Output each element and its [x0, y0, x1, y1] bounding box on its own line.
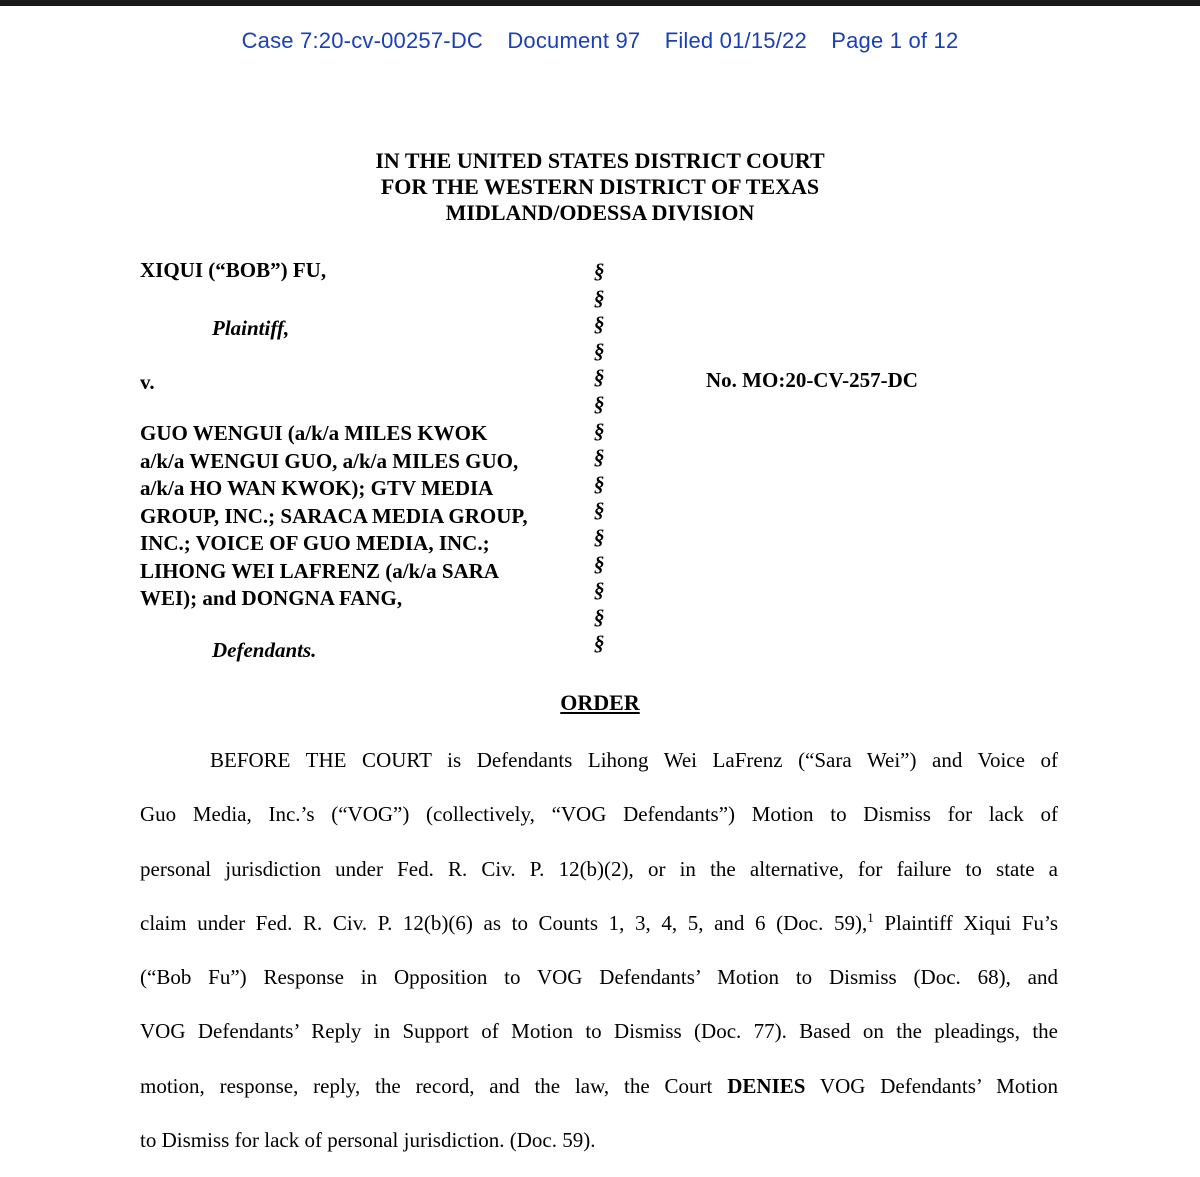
section-symbol: §	[594, 285, 605, 310]
document-number: Document 97	[507, 28, 641, 53]
section-symbol: §	[594, 498, 605, 523]
filing-header	[0, 28, 1200, 54]
body-line: BEFORE THE COURT is Defendants Lihong Wei LaFrenz (“Sara Wei”) and Voice of	[210, 748, 1058, 772]
court-title	[0, 148, 1200, 226]
court-line-2: FOR THE WESTERN DISTRICT OF TEXAS	[380, 174, 820, 199]
section-symbol: §	[594, 312, 605, 337]
versus: v.	[140, 370, 155, 394]
section-symbol: §	[594, 631, 605, 656]
defendant-line: GROUP, INC.; SARACA MEDIA GROUP,	[140, 503, 528, 528]
section-symbol: §	[594, 604, 605, 629]
section-symbol: §	[594, 365, 605, 390]
body-line: Guo Media, Inc.’s (“VOG”) (collectively, “VOG Defendants”) Motion to Dismiss for lack of	[140, 802, 1058, 827]
body-line-text: claim under Fed. R. Civ. P. 12(b)(6) as to Counts 1, 3, 4, 5, and 6 (Doc. 59),	[140, 910, 868, 935]
body-line-text: Plaintiff Xiqui Fu’s	[873, 910, 1059, 935]
body-line-text: VOG Defendants’ Motion	[805, 1073, 1059, 1098]
body-line: personal jurisdiction under Fed. R. Civ. P. 12(b)(2), or in the alternative, for failure to state a	[140, 856, 1058, 881]
order-body	[140, 733, 1058, 1167]
case-number: No. MO:20-CV-257-DC	[706, 368, 918, 392]
court-line-1: IN THE UNITED STATES DISTRICT COURT	[375, 148, 825, 173]
section-symbol: §	[594, 259, 605, 283]
footnote-reference[interactable]: 1	[867, 909, 874, 925]
section-symbol-column	[594, 258, 618, 657]
section-symbol: §	[594, 471, 605, 496]
plaintiff-name: XIQUI (“BOB”) FU,	[140, 258, 327, 282]
defendant-line: WEI); and DONGNA FANG,	[140, 586, 403, 610]
defendants-role: Defendants.	[212, 638, 317, 662]
defendant-line: GUO WENGUI (a/k/a MILES KWOK	[140, 421, 488, 445]
section-symbol: §	[594, 338, 605, 363]
defendant-line: a/k/a WENGUI GUO, a/k/a MILES GUO,	[140, 448, 519, 473]
section-symbol: §	[594, 524, 605, 549]
defendants-list	[140, 420, 570, 613]
body-line: (“Bob Fu”) Response in Opposition to VOG Defendants’ Motion to Dismiss (Doc. 68), and	[140, 965, 1058, 990]
section-symbol: §	[594, 551, 605, 576]
section-symbol: §	[594, 578, 605, 603]
page-indicator: Page 1 of 12	[831, 28, 959, 53]
body-line	[140, 896, 1058, 950]
plaintiff-role: Plaintiff,	[212, 316, 290, 340]
section-symbol: §	[594, 418, 605, 443]
body-line-text: motion, response, reply, the record, and the law, the Court	[140, 1073, 713, 1098]
defendant-line: LIHONG WEI LAFRENZ (a/k/a SARA	[140, 558, 500, 583]
top-border	[0, 0, 1200, 6]
order-title: ORDER	[560, 690, 640, 715]
body-line: to Dismiss for lack of personal jurisdiction. (Doc. 59).	[140, 1128, 596, 1153]
body-line	[140, 1059, 1058, 1113]
body-line: VOG Defendants’ Reply in Support of Motion to Dismiss (Doc. 77). Based on the pleadings, the	[140, 1019, 1058, 1044]
section-symbol: §	[594, 445, 605, 470]
section-symbol: §	[594, 391, 605, 416]
case-number-header: Case 7:20-cv-00257-DC	[241, 28, 483, 53]
denies-ruling: DENIES	[727, 1073, 806, 1098]
filed-date: Filed 01/15/22	[664, 28, 807, 53]
defendant-line: a/k/a HO WAN KWOK); GTV MEDIA	[140, 476, 494, 500]
court-line-3: MIDLAND/ODESSA DIVISION	[445, 200, 755, 225]
defendant-line: INC.; VOICE OF GUO MEDIA, INC.;	[140, 531, 490, 555]
